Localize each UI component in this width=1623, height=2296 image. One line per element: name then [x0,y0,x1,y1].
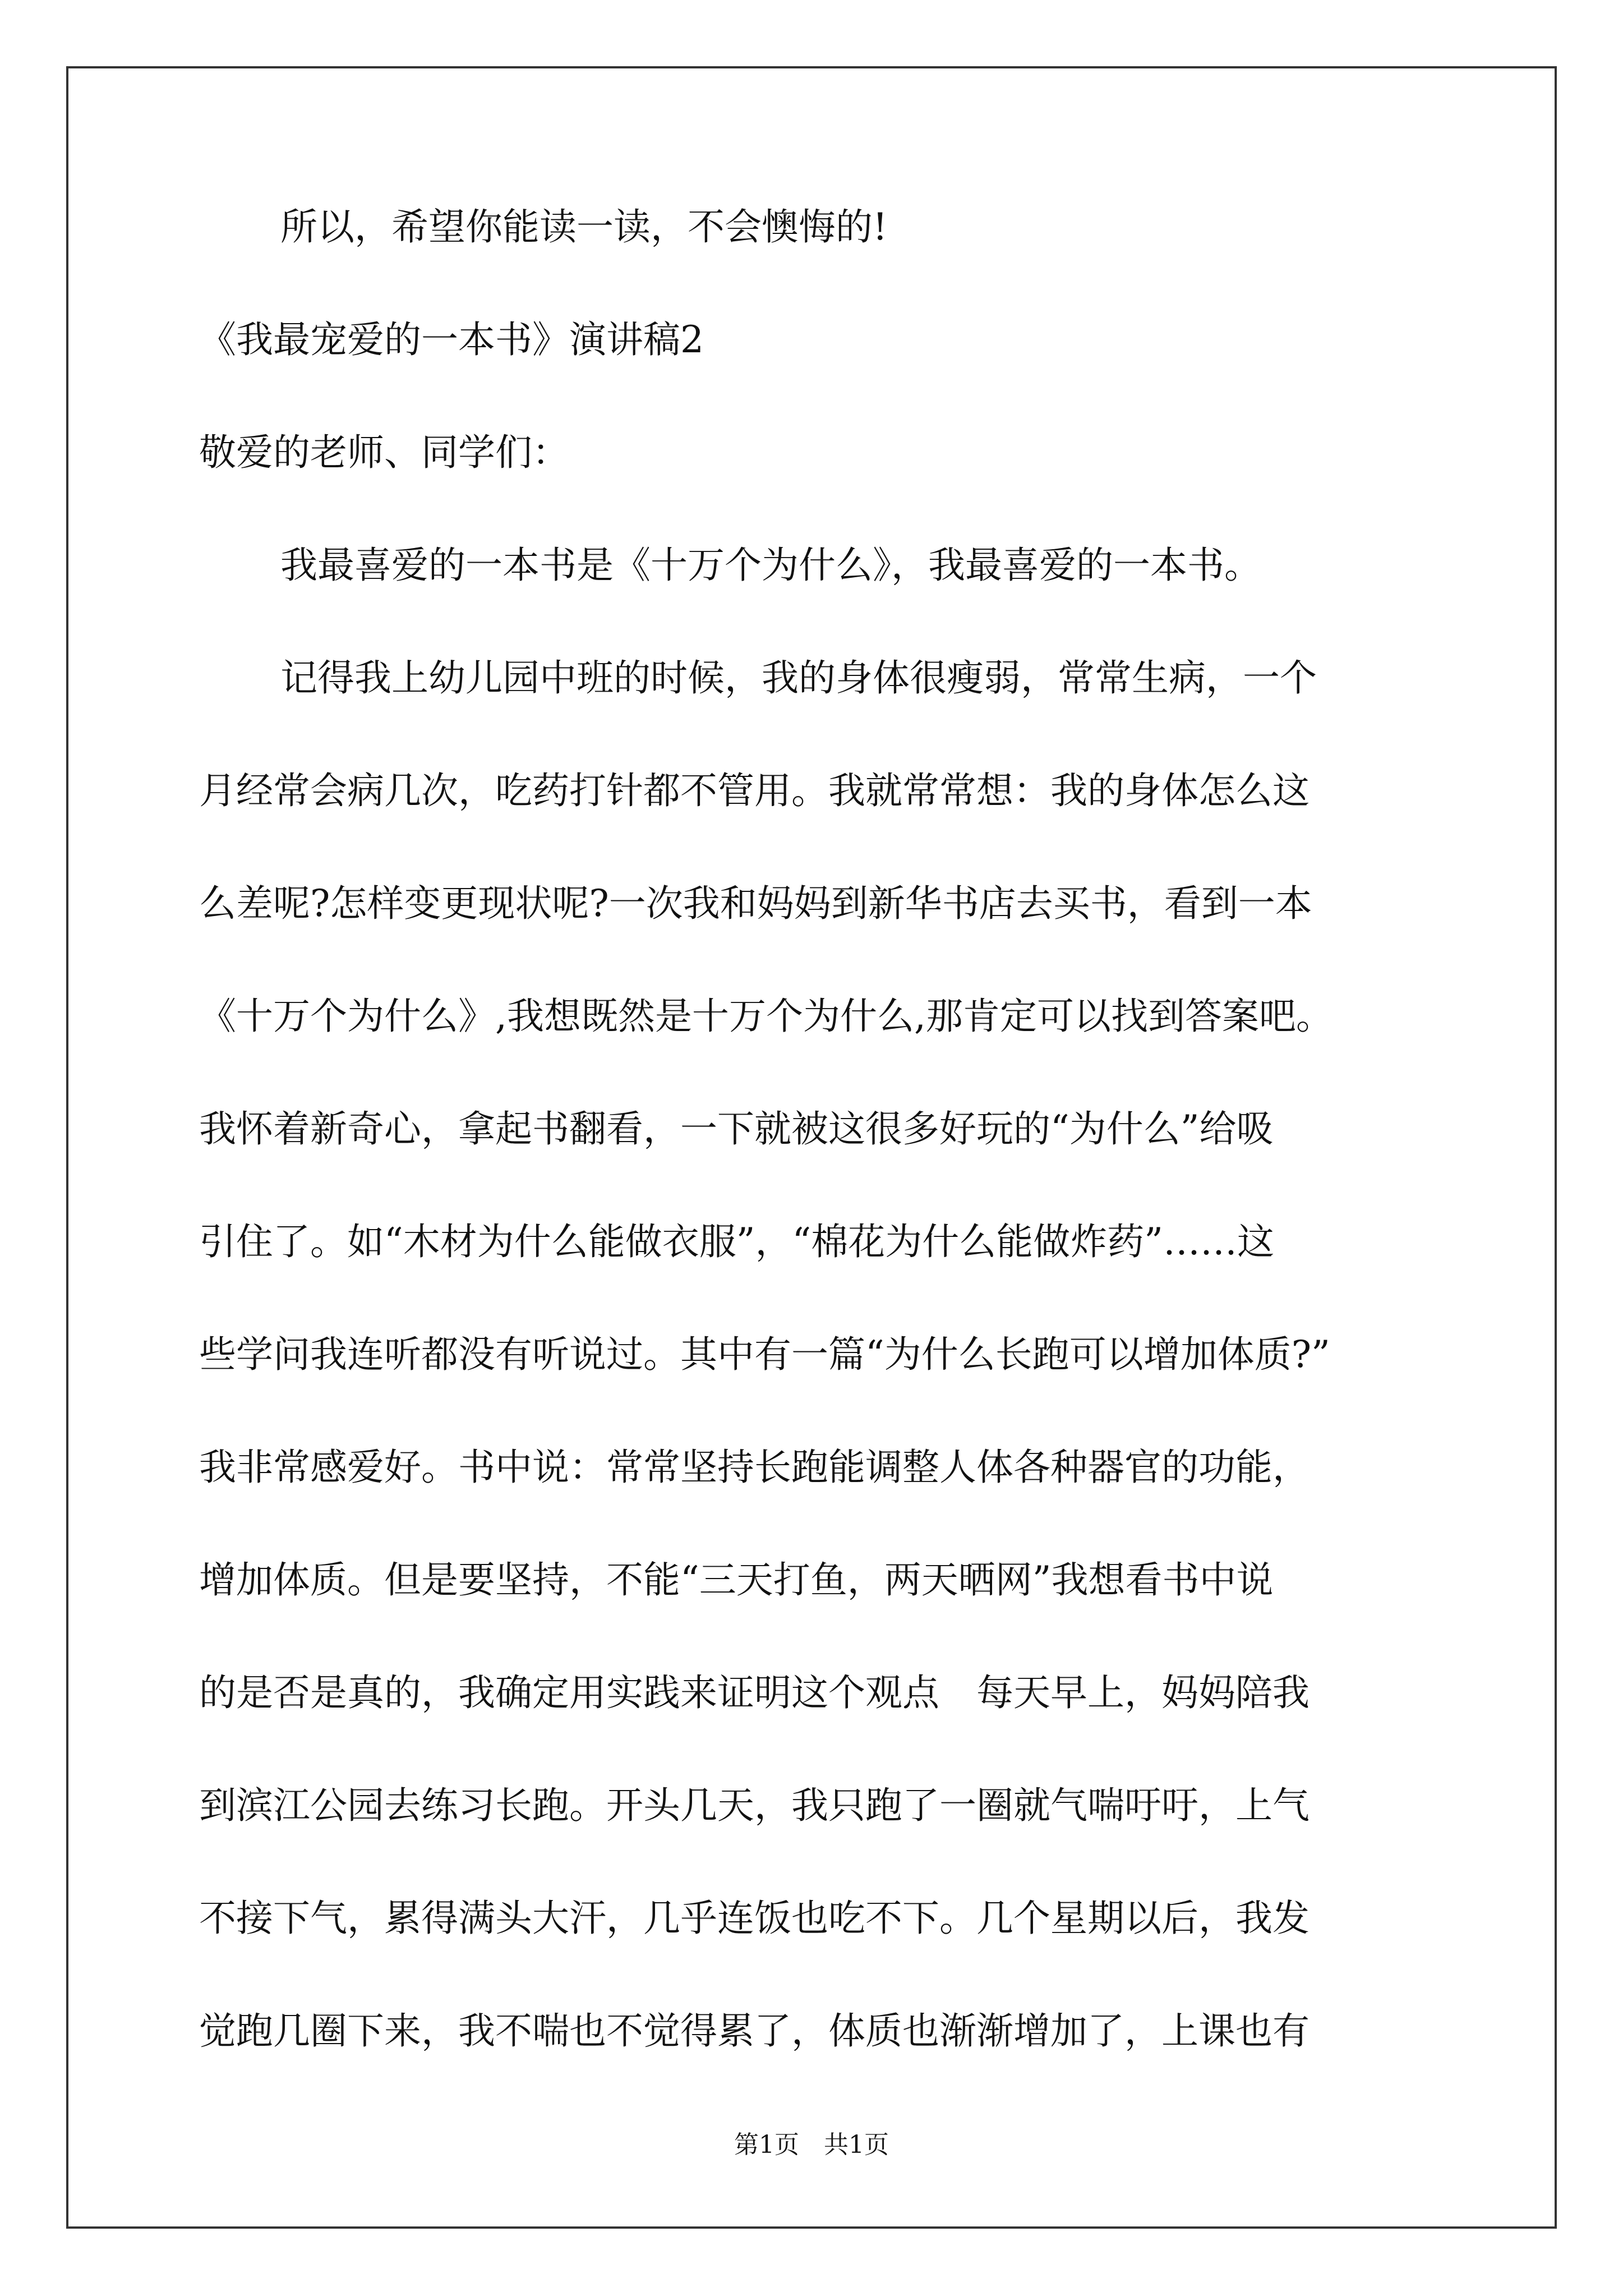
paragraph-line: 引住了。如“木材为什么能做衣服”，“棉花为什么能做炸药”……这 [199,1220,1274,1263]
paragraph-line: 到滨江公园去练习长跑。开头几天，我只跑了一圈就气喘吁吁，上气 [199,1784,1310,1827]
paragraph-line: 增加体质。但是要坚持，不能“三天打鱼，两天晒网”我想看书中说 [199,1558,1274,1602]
paragraph-line: 的是否是真的，我确定用实践来证明这个观点 每天早上，妈妈陪我 [199,1671,1310,1714]
paragraph-line: 《十万个为什么》,我想既然是十万个为什么,那肯定可以找到答案吧。 [199,995,1333,1038]
paragraph-line: 我非常感爱好。书中说：常常坚持长跑能调整人体各种器官的功能， [199,1446,1310,1489]
paragraph-line: 我怀着新奇心，拿起书翻看，一下就被这很多好玩的“为什么”给吸 [199,1107,1274,1151]
section-title: 《我最宠爱的一本书》演讲稿2 [199,318,704,361]
page-number-footer: 第1页 共1页 [734,2131,889,2159]
paragraph-line: 月经常会病几次，吃药打针都不管用。我就常常想：我的身体怎么这 [199,769,1310,812]
paragraph-line: 不接下气，累得满头大汗，几乎连饭也吃不下。几个星期以后，我发 [199,1897,1310,1940]
paragraph-line: 么差呢?怎样变更现状呢?一次我和妈妈到新华书店去买书，看到一本 [199,882,1312,925]
paragraph-line: 我最喜爱的一本书是《十万个为什么》，我最喜爱的一本书。 [280,544,1261,587]
salutation: 敬爱的老师、同学们： [199,431,569,474]
paragraph-line: 觉跑几圈下来，我不喘也不觉得累了，体质也渐渐增加了，上课也有 [199,2009,1310,2053]
paragraph-line: 些学问我连听都没有听说过。其中有一篇“为什么长跑可以增加体质?” [199,1333,1330,1376]
paragraph-line: 记得我上幼儿园中班的时候，我的身体很瘦弱，常常生病，一个 [280,656,1317,700]
paragraph-line: 所以，希望你能读一读，不会懊悔的! [280,205,888,249]
document-body [199,205,1427,2125]
